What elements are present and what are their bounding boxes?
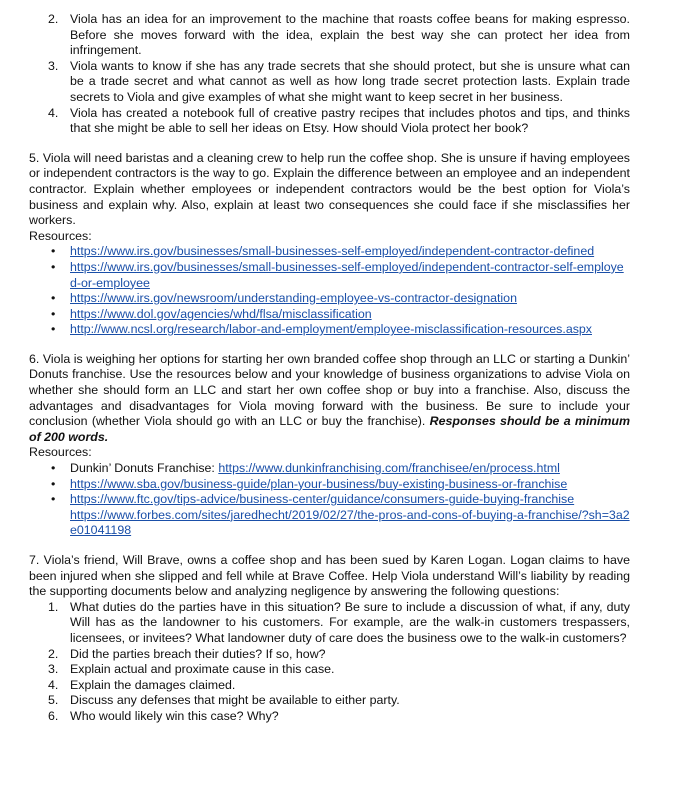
- bullet-icon: •: [51, 259, 56, 274]
- question-6-body: 6. Viola is weighing her options for starting her own branded coffee shop through an LLC or starting a Dunkin’ Donuts franchise. Use the resources below and your knowledge of business organizations to advise Viola on whether she should form an LLC and start her own coffee shop or buy into a franchise. Also, discuss the advantages and disadvantages for Viola moving forward with the business. Be sure to include your conclusion (whether Viola should go with an LLC or buy the franchise).: [29, 351, 630, 429]
- bullet-icon: •: [51, 461, 56, 476]
- question-6-resources-label: Resources:: [29, 445, 92, 460]
- bullet-icon: •: [51, 306, 56, 321]
- item-text: Explain the damages claimed.: [70, 677, 236, 692]
- bullet-icon: •: [51, 322, 56, 337]
- bullet-icon: •: [51, 291, 56, 306]
- list-item: [29, 662, 630, 678]
- list-item: [29, 461, 630, 477]
- item-number: 4.: [48, 105, 59, 120]
- list-item: [29, 647, 630, 663]
- list-item: [29, 678, 630, 694]
- list-item: [29, 709, 630, 725]
- resource-link[interactable]: http://www.ncsl.org/research/labor-and-employment/employee-misclassification-resources.aspx: [70, 322, 592, 337]
- list-item: [29, 260, 630, 291]
- franchise-label: Dunkin’ Donuts Franchise:: [70, 461, 215, 476]
- intro-question-list: [29, 12, 630, 137]
- list-item: [29, 492, 630, 508]
- list-item: [29, 508, 630, 539]
- item-text: Viola has an idea for an improvement to the machine that roasts coffee beans for making espresso. Before she moves forward with the idea, explain the best way she can protect her idea from infringement.: [70, 12, 630, 58]
- list-item: [29, 693, 630, 709]
- list-item: [29, 322, 630, 338]
- item-number: 5.: [48, 693, 59, 708]
- item-number: 3.: [48, 58, 59, 73]
- resource-link[interactable]: https://www.dol.gov/agencies/whd/flsa/misclassification: [70, 306, 372, 321]
- item-text: Discuss any defenses that might be available to either party.: [70, 693, 400, 708]
- bullet-icon: •: [51, 476, 56, 491]
- question-7-list: [29, 600, 630, 725]
- item-number: 1.: [48, 599, 59, 614]
- item-text: Who would likely win this case? Why?: [70, 708, 279, 723]
- question-5-text: 5. Viola will need baristas and a cleaning crew to help run the coffee shop. She is unsure if having employees or independent contractors is the way to go. Explain the difference between an employee and an independent contractor. Explain whether employees or independent contractors would be the best option for Viola’s business and explain why. Also, explain at least two consequences she could face if she misclassifies her workers.: [29, 150, 630, 228]
- franchise-link[interactable]: https://www.dunkinfranchising.com/franchisee/en/process.html: [218, 461, 560, 476]
- question-6-word-requirement: Responses should be a minimum of 200 words.: [29, 414, 630, 444]
- question-5-resource-list: [29, 244, 630, 338]
- item-number: 2.: [48, 12, 59, 26]
- resource-link[interactable]: https://www.irs.gov/newsroom/understanding-employee-vs-contractor-designation: [70, 291, 517, 306]
- question-7-text: 7. Viola’s friend, Will Brave, owns a coffee shop and has been sued by Karen Logan. Logan claims to have been injured when she slipped and fell while at Brave Coffee. Help Viola understand Will’s liability by reading the supporting documents below and analyzing negligence by answering the following questions:: [29, 553, 630, 599]
- forbes-link[interactable]: https://www.forbes.com/sites/jaredhecht/2019/02/27/the-pros-and-cons-of-buying-a-franchise/?sh=3a2e01041198: [70, 507, 630, 538]
- list-item: [29, 291, 630, 307]
- item-number: 6.: [48, 708, 59, 723]
- item-text: Explain actual and proximate cause in this case.: [70, 662, 335, 677]
- item-number: 4.: [48, 677, 59, 692]
- question-6-resource-list: [29, 461, 630, 539]
- resource-link[interactable]: https://www.irs.gov/businesses/small-businesses-self-employed/independent-contractor-self-employed-or-employee: [70, 259, 624, 290]
- item-text: Viola has created a notebook full of creative pastry recipes that includes photos and tips, and thinks that she might be able to sell her ideas on Etsy. How should Viola protect her book?: [70, 105, 630, 136]
- list-item: [29, 12, 630, 59]
- bullet-icon: •: [51, 492, 56, 507]
- bullet-icon: •: [51, 244, 56, 259]
- question-5-resources-label: Resources:: [29, 228, 92, 243]
- item-text: What duties do the parties have in this situation? Be sure to include a discussion of what, if any, duty Will has as the landowner to his customers. For example, are the walk-in customers trespassers, licensees, or invitees? What landowner duty of care does the business owe to the walk-in customers?: [70, 599, 630, 645]
- question-6-text: [29, 352, 630, 446]
- ftc-link[interactable]: https://www.ftc.gov/tips-advice/business-center/guidance/consumers-guide-buying-franchise: [70, 492, 575, 507]
- list-item: [29, 59, 630, 106]
- list-item: [29, 244, 630, 260]
- list-item: [29, 106, 630, 137]
- list-item: [29, 477, 630, 493]
- resource-link[interactable]: https://www.irs.gov/businesses/small-businesses-self-employed/independent-contractor-defined: [70, 244, 595, 259]
- item-text: Viola wants to know if she has any trade secrets that she should protect, but she is unsure what can be a trade secret and what cannot as well as how long trade secret protection lasts. Explain trade secrets to Viola and give examples of what she might want to keep secret in her business.: [70, 58, 630, 104]
- list-item: [29, 600, 630, 647]
- item-text: Did the parties breach their duties? If so, how?: [70, 646, 326, 661]
- item-number: 3.: [48, 662, 59, 677]
- sba-link[interactable]: https://www.sba.gov/business-guide/plan-your-business/buy-existing-business-or-franchise: [70, 476, 568, 491]
- list-item: [29, 307, 630, 323]
- item-number: 2.: [48, 646, 59, 661]
